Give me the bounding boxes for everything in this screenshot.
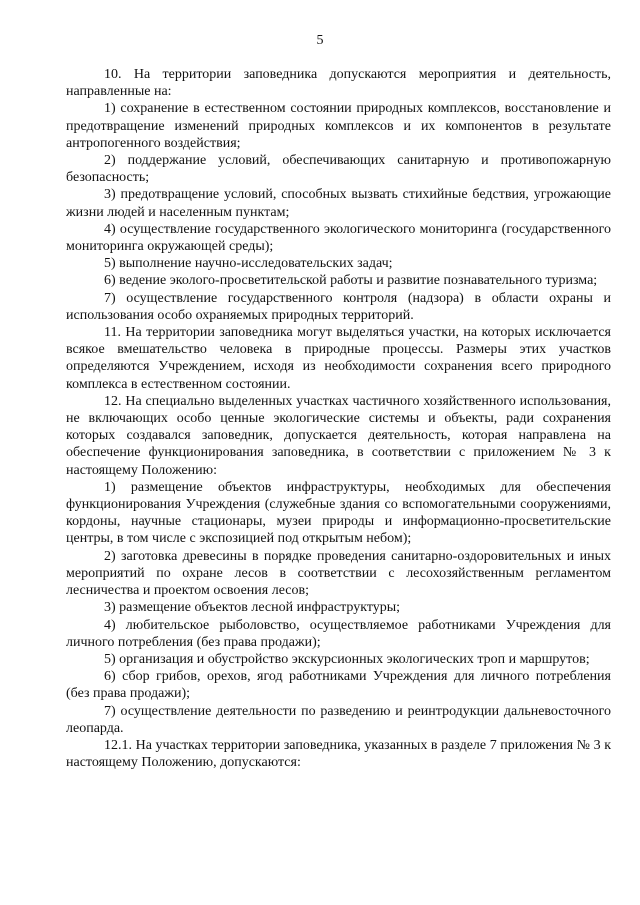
list-item-12-1: 1) размещение объектов инфраструктуры, необходимых для обеспечения функционирования Учреждения (служебные здания со вспомогательными сооружениями, кордоны, научные стационары, музеи природы и информационно-просветительские центры, в том числе с экспозицией под открытым небом); [66,479,611,547]
list-item-12-6: 6) сбор грибов, орехов, ягод работниками Учреждения для личного потребления (без права продажи); [66,669,611,702]
list-item-10-3: 3) предотвращение условий, способных вызвать стихийные бедствия, угрожающие жизни людей и населенным пунктам; [66,187,611,220]
list-item-10-1: 1) сохранение в естественном состоянии природных комплексов, восстановление и предотвращение изменений природных комплексов и их компонентов в результате антропогенного воздействия; [66,101,611,151]
page-number: 5 [316,33,324,48]
list-item-12-3: 3) размещение объектов лесной инфраструктуры; [104,600,401,616]
paragraph-11: 11. На территории заповедника могут выделяться участки, на которых исключается всякое вмешательство человека в природные процессы. Размеры этих участков определяются Учреждением, исходя из необходимости сохранения всего природного комплекса в естественном состоянии. [66,325,611,392]
paragraph-12: 12. На специально выделенных участках частичного хозяйственного использования, не включающих особо ценные экологические системы и объекты, ради сохранения которых создавался заповедник, допускается деятельность, которая направлена на обеспечение функционирования заповедника, в соответствии с приложением № 3 к настоящему Положению: [66,393,611,478]
list-item-12-7: 7) осуществление деятельности по разведению и реинтродукции дальневосточного леопарда. [66,703,611,736]
list-item-10-4: 4) осуществление государственного экологического мониторинга (государственного мониторинга окружающей среды); [66,221,611,255]
list-item-12-2: 2) заготовка древесины в порядке проведения санитарно-оздоровительных и иных мероприятий по охране лесов в соответствии с лесохозяйственным регламентом лесничества и проектом освоения лесов; [66,548,611,599]
list-item-10-2: 2) поддержание условий, обеспечивающих санитарную и противопожарную безопасность; [66,153,611,186]
list-item-10-6: 6) ведение эколого-просветительской работы и развитие познавательного туризма; [104,273,598,289]
list-item-10-5: 5) выполнение научно-исследовательских задач; [104,256,393,272]
document-body [66,66,611,771]
list-item-12-5: 5) организация и обустройство экскурсионных экологических троп и маршрутов; [104,651,590,667]
paragraph-12-1: 12.1. На участках территории заповедника, указанных в разделе 7 приложения № 3 к настоящему Положению, допускаются: [66,737,611,771]
list-item-10-7: 7) осуществление государственного контроля (надзора) в области охраны и использования особо охраняемых природных территорий. [66,290,611,323]
list-item-12-4: 4) любительское рыболовство, осуществляемое работниками Учреждения для личного потребления (без права продажи); [66,617,611,650]
paragraph-10: 10. На территории заповедника допускаются мероприятия и деятельность, направленные на: [66,67,611,100]
